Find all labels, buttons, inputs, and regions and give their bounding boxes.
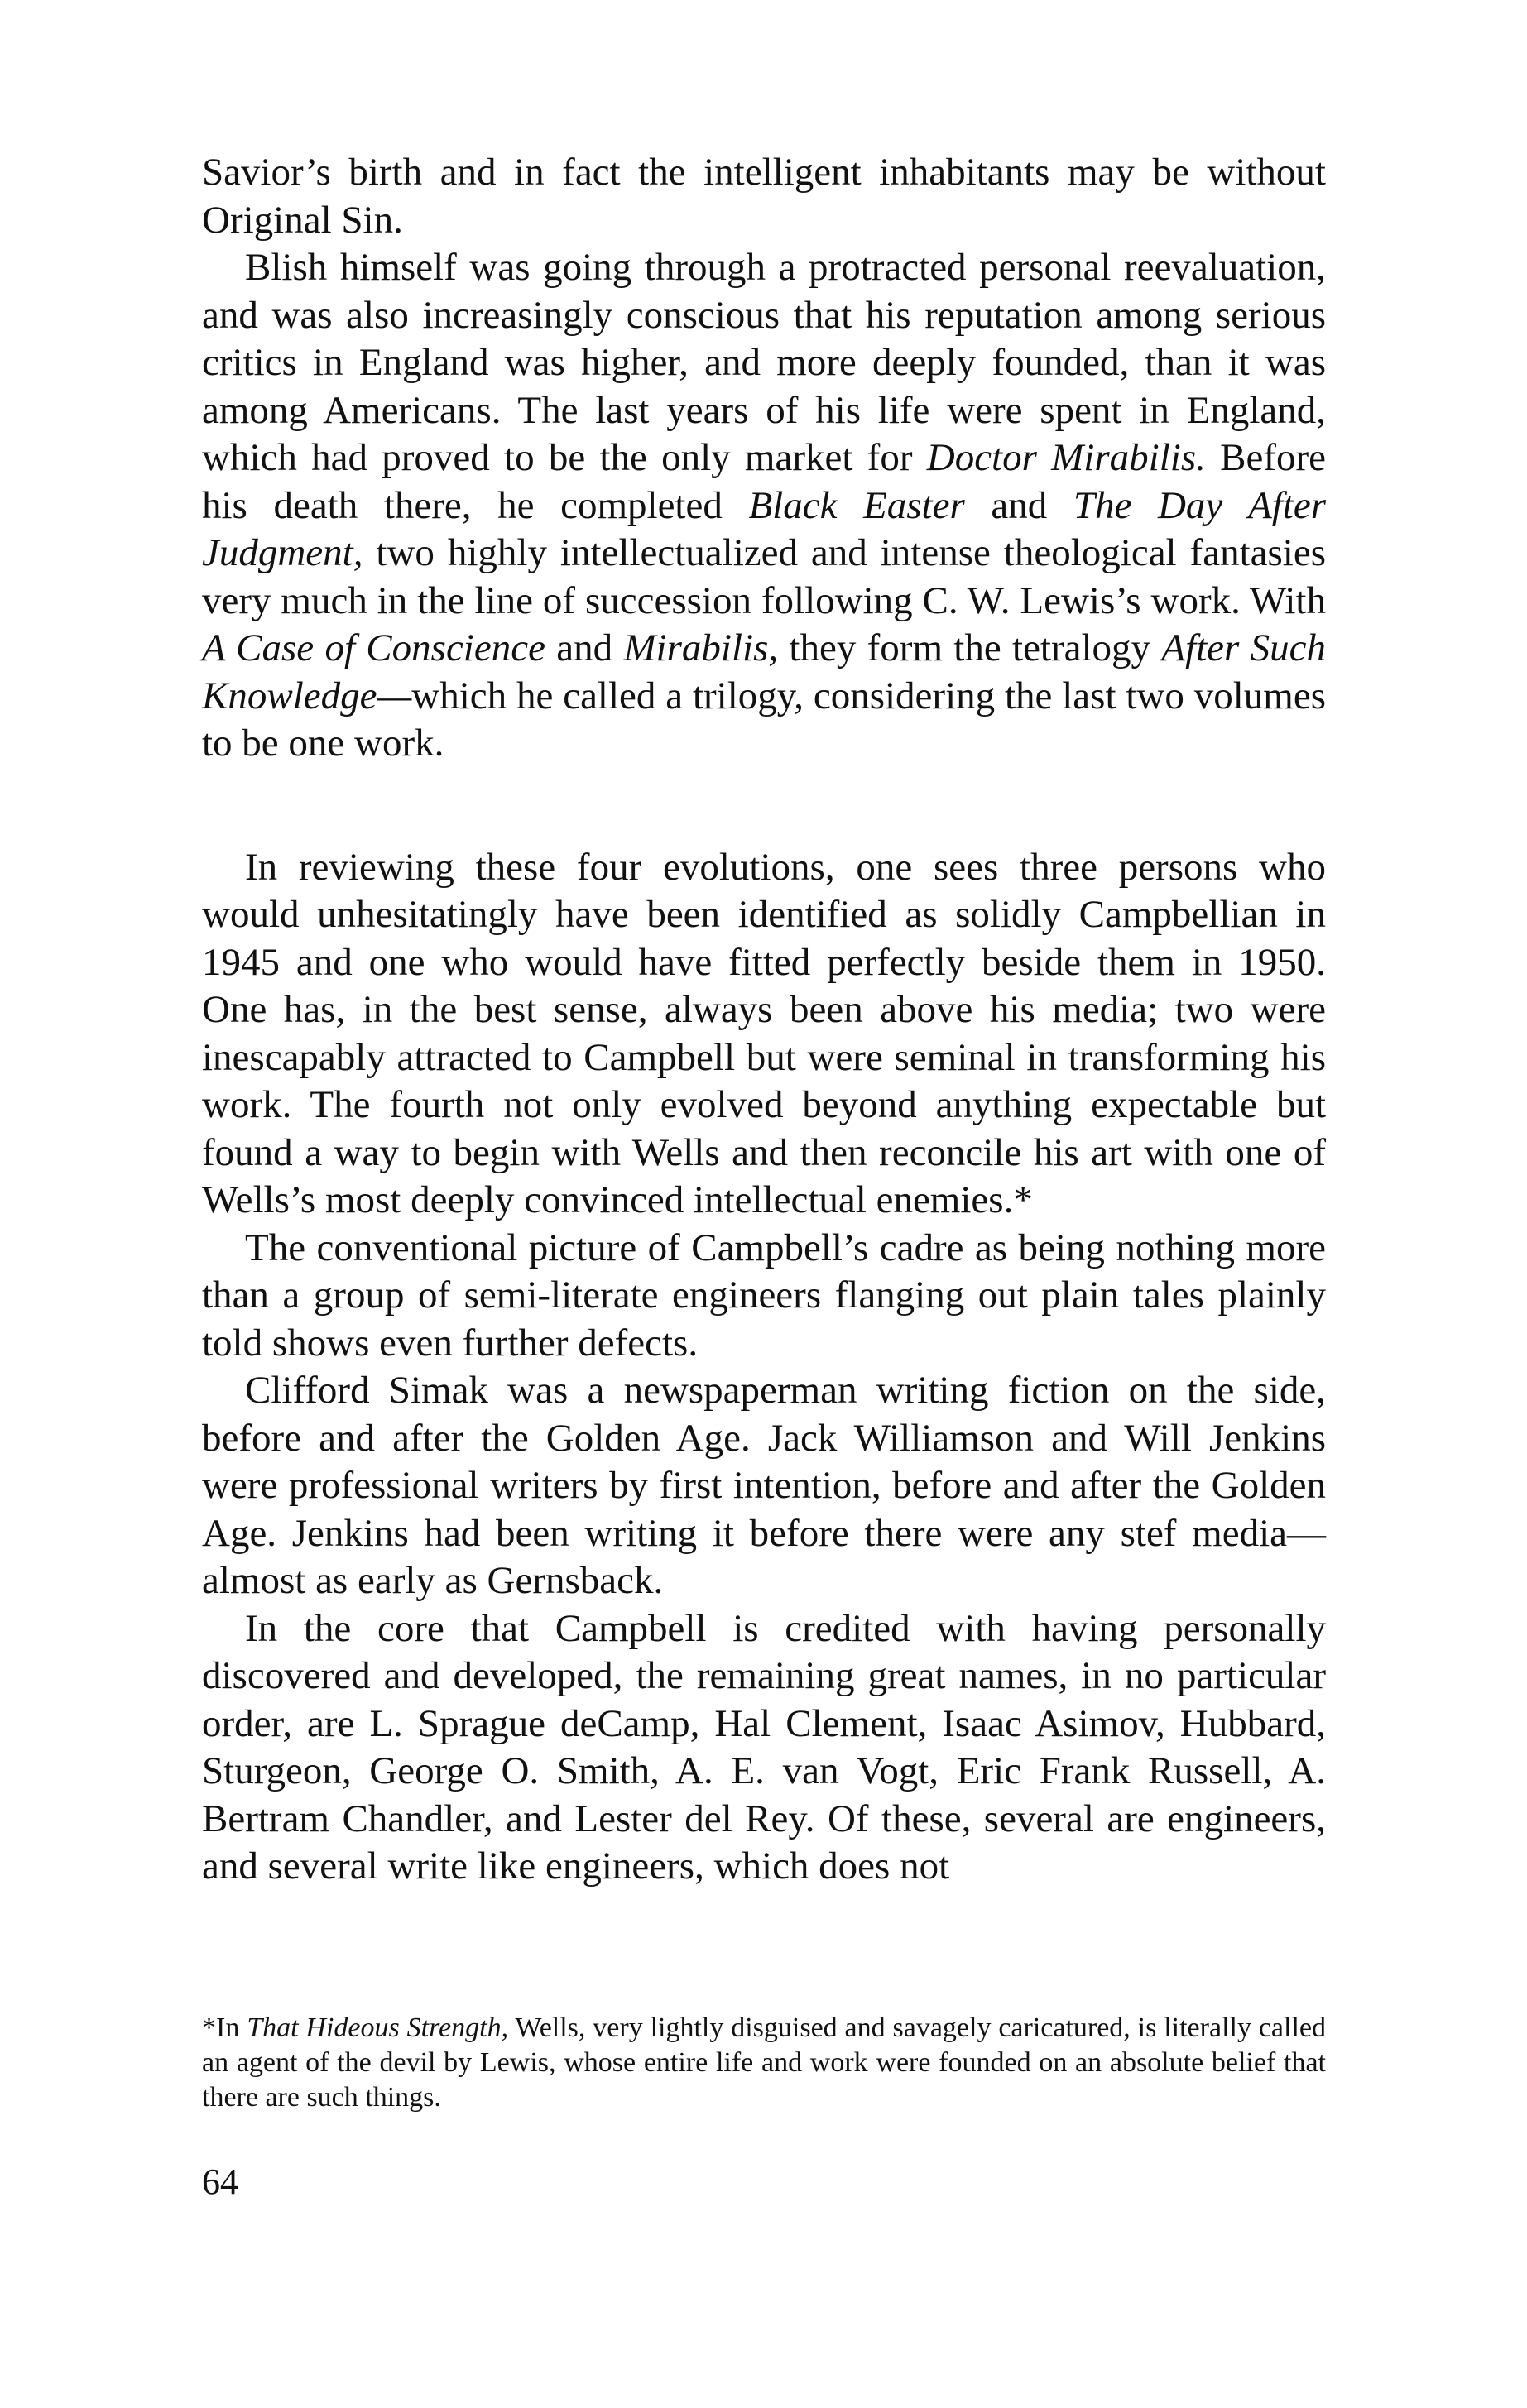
footnote-text-run: Wells, very lightly disguised and savagely caricatured, is literally called an agent of the devil by Lewis, whose entire life and work were founded on an absolute belief that there are such things. (202, 2012, 1326, 2113)
footnote-text-run: *In (202, 2012, 247, 2043)
paragraph-savior-birth (202, 149, 1326, 244)
text-run: In the core that Campbell is credited with having personally discovered and developed, the remaining great names, in no particular order, are L. Sprague deCamp, Hal Clement, Isaac Asimov, Hubbard, Sturgeon, George O. Smith, A. E. van Vogt, Eric Frank Russell, A. Bertram Chandler, and Lester del Rey. Of these, several are engineers, and several write like engineers, which does not (202, 1606, 1326, 1888)
page-number: 64 (202, 2161, 238, 2202)
text-run: and (545, 626, 624, 669)
text-run: Savior’s birth and in fact the intelligent inhabitants may be without Original Sin. (202, 151, 1326, 242)
paragraph-conventional-picture (202, 1225, 1326, 1368)
paragraph-campbell-core (202, 1605, 1326, 1891)
section-break (202, 768, 1326, 844)
text-run: In reviewing these four evolutions, one sees three persons who would unhesitatingly have been identified as solidly Campbellian in 1945 and one who would have fitted perfectly beside them in 1950. One has, in the best sense, always been above his media; two were inescapably attracted to Campbell but were seminal in transforming his work. The fourth not only evolved beyond anything expectable but found a way to begin with Wells and then reconcile his art with one of Wells’s most deeply convinced intellectual enemies.* (202, 845, 1326, 1221)
paragraph-clifford-simak (202, 1367, 1326, 1605)
book-title-day-after-judgment: The Day After Judgment, (202, 483, 1326, 574)
text-run: Blish himself was going through a protracted personal reevaluation, and was also increasingly conscious that his reputation among serious critics in England was higher, and more deeply founded, than it was among Americans. The last years of his life were spent in England, which had proved to be the only market for (202, 246, 1326, 479)
book-title-after-such-knowledge: After Such Knowledge— (202, 626, 1326, 717)
text-run: The conventional picture of Campbell’s cadre as being nothing more than a group of semi-literate engineers flanging out plain tales plainly told shows even further defects. (202, 1226, 1326, 1365)
footnote-book-title: That Hideous Strength, (247, 2012, 509, 2043)
book-title-doctor-mirabilis: Doctor Mirabilis. (926, 436, 1206, 479)
paragraph-four-evolutions (202, 844, 1326, 1225)
body-text (202, 149, 1326, 1891)
book-title-mirabilis: Mirabilis, (623, 626, 779, 669)
book-title-black-easter: Black Easter (748, 483, 965, 527)
paragraph-blish (202, 244, 1326, 768)
footnote (202, 2011, 1326, 2115)
text-run: two highly intellectualized and intense theological fantasies very much in the line of succession following C. W. Lewis’s work. With (202, 531, 1326, 622)
text-run: Clifford Simak was a newspaperman writing fiction on the side, before and after the Golden Age. Jack Williamson and Will Jenkins were professional writers by first intention, before and after the Golden Age. Jenkins had been writing it before there were any stef media—almost as early as Gernsback. (202, 1369, 1326, 1602)
text-run: which he called a trilogy, considering the last two volumes to be one work. (202, 674, 1326, 765)
text-run: they form the tetralogy (778, 626, 1162, 669)
book-title-case-of-conscience: A Case of Conscience (202, 626, 545, 669)
text-run: and (964, 483, 1073, 527)
text-run: Before his death there, he completed (202, 436, 1327, 527)
